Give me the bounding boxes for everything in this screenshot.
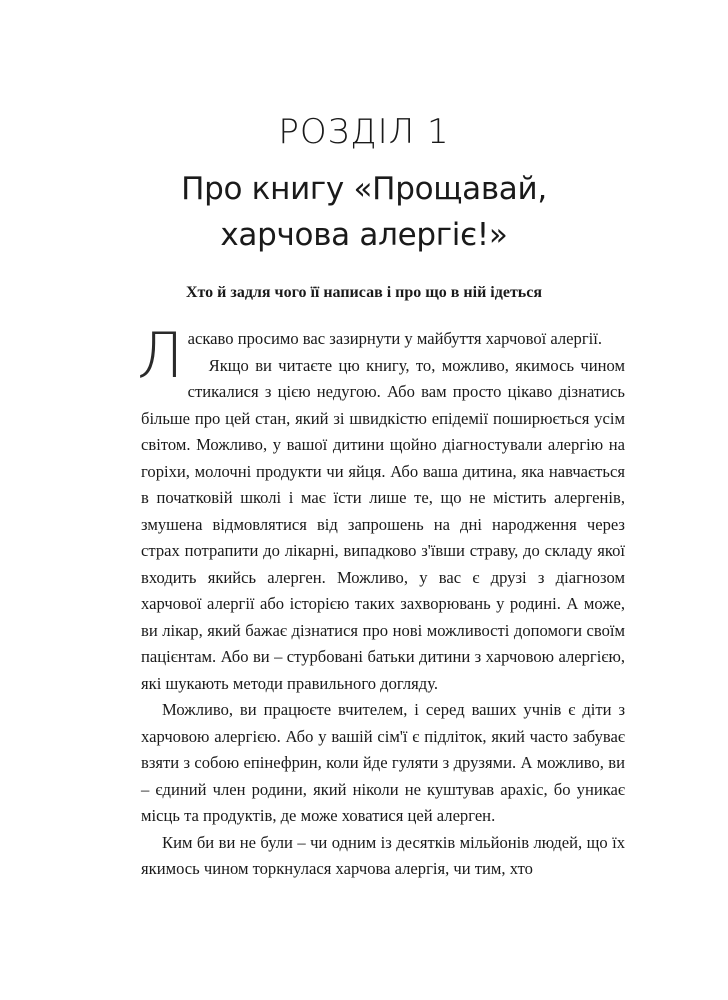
chapter-title-line-2: харчова алергіє!» xyxy=(220,217,508,253)
paragraph-3: Можливо, ви працюєте вчителем, і серед ваших учнів є діти з харчовою алергією. Або у вашій сім'ї є підліток, який часто забуває взяти з собою епінефрин, коли йде гуляти з друзями. А можливо, ви – єдиний член родини, який ніколи не куштував арахіс, бо уникає місць та продуктів, де може ховатися цей алерген. xyxy=(141,700,625,825)
chapter-title xyxy=(121,166,607,258)
section-subtitle: Хто й задля чого її написав і про що в ній ідеться xyxy=(185,284,543,301)
book-page xyxy=(137,0,625,1000)
paragraph-2: Якщо ви читаєте цю книгу, то, можливо, якимось чином стикалися з цією недугою. Або вам просто цікаво дізнатись більше про цей стан, який зі швидкістю епідемії поширюється усім світом. Можливо, у вашої дитини щойно діагностували алергію на горіхи, молочні продукти чи яйця. Або ваша дитина, яка навчається в початковій школі і має їсти лише те, що не містить алергенів, змушена відмовлятися від запрошень на дні народження через страх потрапити до лікарні, випадково з'ївши страву, до складу якої входить якийсь алерген. Можливо, у вас є друзі з діагнозом харчової алергії або історією таких захворювань у родині. А може, ви лікар, який бажає дізнатися про нові можливості допомоги своїм пацієнтам. Або ви – стурбовані батьки дитини з харчовою алергією, які шукають методи правильного догляду. xyxy=(141,355,625,693)
chapter-title-line-1: Про книгу «Прощавай, xyxy=(181,171,547,207)
paragraph-4: Ким би ви не були – чи одним із десятків мільйонів людей, що їх якимось чином торкнулася харчова алергія, чи тим, хто xyxy=(141,832,625,878)
paragraph-1 xyxy=(137,319,625,392)
paragraph-1-text: аскаво просимо вас зазирнути у майбуття харчової алергії. xyxy=(187,329,603,348)
chapter-number: РОЗДІЛ 1 xyxy=(278,112,450,152)
drop-cap: Л xyxy=(137,319,184,392)
body-text xyxy=(137,319,625,883)
